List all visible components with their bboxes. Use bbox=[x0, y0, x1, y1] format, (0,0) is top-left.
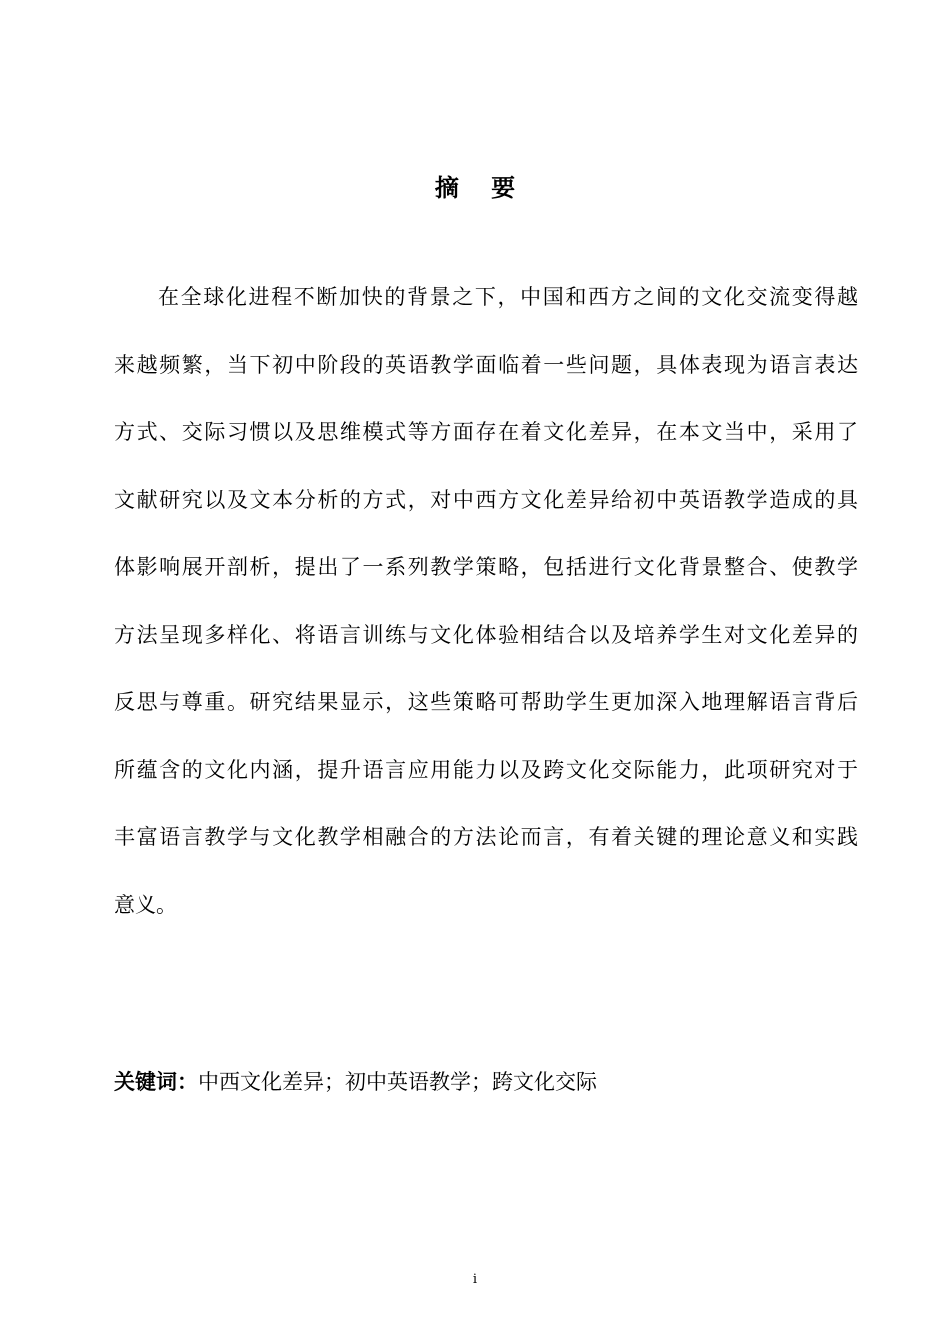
abstract-line: 意义。 bbox=[114, 892, 177, 917]
abstract-line: 方法呈现多样化、将语言训练与文化体验相结合以及培养学生对文化差异的 bbox=[114, 622, 858, 647]
keywords-text: 中西文化差异；初中英语教学；跨文化交际 bbox=[198, 1070, 597, 1094]
abstract-line: 所蕴含的文化内涵，提升语言应用能力以及跨文化交际能力，此项研究对于 bbox=[114, 757, 858, 782]
abstract-line: 方式、交际习惯以及思维模式等方面存在着文化差异，在本文当中，采用了 bbox=[114, 420, 858, 444]
page-number: i bbox=[472, 1272, 478, 1287]
abstract-title: 摘 要 bbox=[434, 174, 528, 202]
abstract-line: 文献研究以及文本分析的方式，对中西方文化差异给初中英语教学造成的具 bbox=[114, 487, 858, 512]
abstract-body bbox=[114, 264, 858, 939]
keywords-label: 关键词： bbox=[114, 1070, 198, 1094]
abstract-line: 在全球化进程不断加快的背景之下，中国和西方之间的文化交流变得越 bbox=[158, 285, 858, 309]
abstract-line: 体影响展开剖析，提出了一系列教学策略，包括进行文化背景整合、使教学 bbox=[114, 555, 858, 579]
abstract-line: 反思与尊重。研究结果显示，这些策略可帮助学生更加深入地理解语言背后 bbox=[114, 690, 858, 714]
abstract-line: 来越频繁，当下初中阶段的英语教学面临着一些问题，具体表现为语言表达 bbox=[114, 352, 858, 377]
keywords bbox=[114, 1066, 858, 1098]
abstract-line: 丰富语言教学与文化教学相融合的方法论而言，有着关键的理论意义和实践 bbox=[114, 825, 858, 849]
